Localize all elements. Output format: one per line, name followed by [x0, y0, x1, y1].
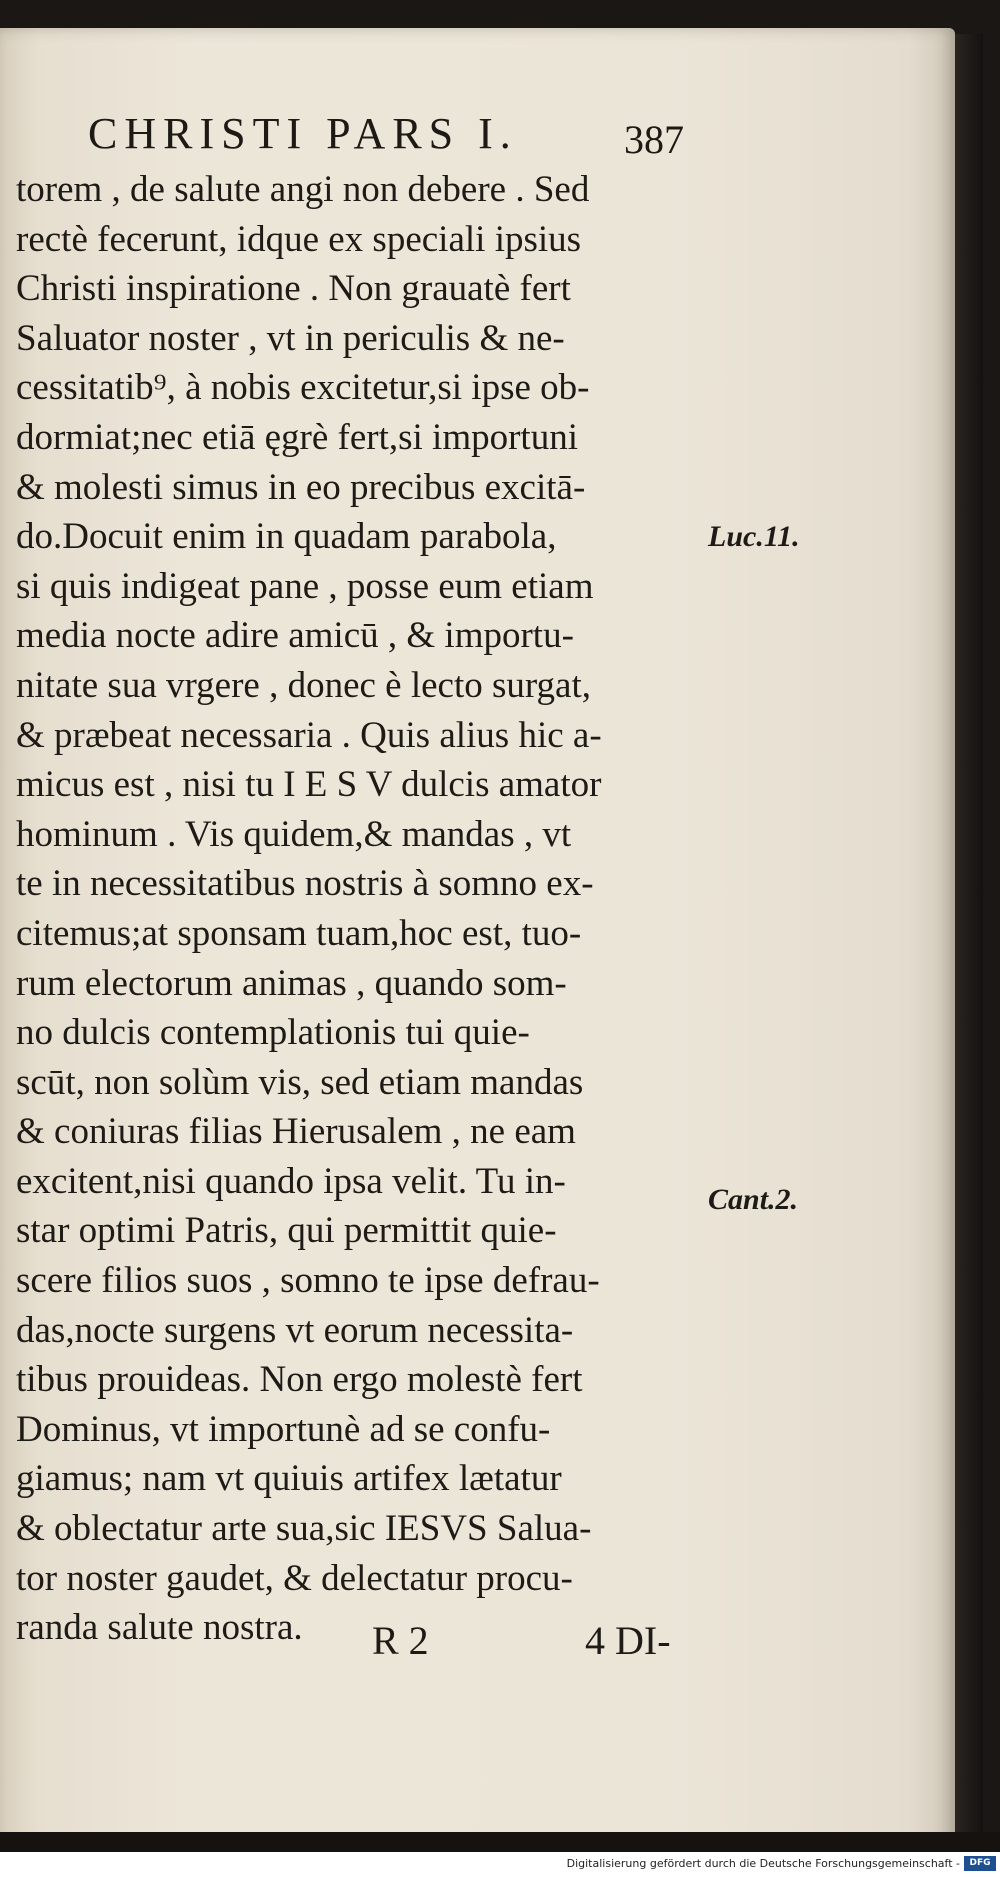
marginal-note-luke: Luc.11.	[708, 520, 800, 553]
text-line: Dominus, vt importunè ad se confu-	[16, 1408, 551, 1450]
text-line: scere filios suos , somno te ipse defrau-	[16, 1260, 600, 1302]
text-line: scūt, non solùm vis, sed etiam mandas	[16, 1061, 584, 1103]
text-line: citemus;at sponsam tuam,hoc est, tuo-	[16, 912, 582, 954]
text-line: cessitatib⁹, à nobis excitetur,si ipse ob-	[16, 367, 590, 409]
text-line: tibus prouideas. Non ergo molestè fert	[16, 1359, 583, 1401]
text-line: rectè fecerunt, idque ex speciali ipsius	[16, 218, 582, 260]
text-line: randa salute nostra.	[16, 1607, 303, 1649]
text-line: hominum . Vis quidem,& mandas , vt	[16, 813, 572, 855]
text-line: media nocte adire amicū , & importu-	[16, 615, 574, 657]
scan-bottom-edge	[0, 1832, 1000, 1852]
text-line: & præbeat necessaria . Quis alius hic a-	[16, 714, 602, 756]
page-number: 387	[624, 117, 684, 162]
text-line: torem , de salute angi non debere . Sed	[16, 169, 590, 210]
digitization-credit: Digitalisierung gefördert durch die Deutsche Forschungsgemeinschaft -	[566, 1857, 960, 1870]
text-line: das,nocte surgens vt eorum necessita-	[16, 1309, 574, 1351]
marginal-note-canticles: Cant.2.	[708, 1183, 799, 1216]
text-line: do.Docuit enim in quadam parabola,	[16, 516, 557, 558]
text-line: micus est , nisi tu I E S V dulcis amator	[16, 764, 602, 806]
printer-signature: R 2	[372, 1618, 429, 1663]
text-line: nitate sua vrgere , donec è lecto surgat,	[16, 664, 591, 706]
text-line: no dulcis contemplationis tui quie-	[16, 1012, 530, 1054]
text-line: Christi inspiratione . Non grauatè fert	[16, 268, 571, 310]
text-line: Saluator noster , vt in periculis & ne-	[16, 317, 565, 359]
text-line: excitent,nisi quando ipsa velit. Tu in-	[16, 1160, 566, 1202]
page-fore-edge	[955, 34, 983, 1842]
text-line: te in necessitatibus nostris à somno ex-	[16, 863, 594, 905]
running-head-title: CHRISTI PARS I.	[88, 109, 518, 158]
body-text	[16, 165, 706, 1653]
text-line: tor noster gaudet, & delectatur procu-	[16, 1557, 573, 1599]
dfg-logo: DFG	[964, 1856, 996, 1871]
text-line: & coniuras filias Hierusalem , ne eam	[16, 1111, 576, 1153]
text-line: star optimi Patris, qui permittit quie-	[16, 1210, 557, 1252]
text-line: si quis indigeat pane , posse eum etiam	[16, 565, 594, 607]
text-line: & oblectatur arte sua,sic IESVS Salua-	[16, 1508, 592, 1550]
text-line: rum electorum animas , quando som-	[16, 962, 567, 1004]
catchword: 4 DI-	[585, 1618, 671, 1663]
text-line: giamus; nam vt quiuis artifex lætatur	[16, 1458, 562, 1500]
text-line: dormiat;nec etiā ęgrè fert,si importuni	[16, 416, 578, 458]
text-line: & molesti simus in eo precibus excitā-	[16, 466, 586, 508]
